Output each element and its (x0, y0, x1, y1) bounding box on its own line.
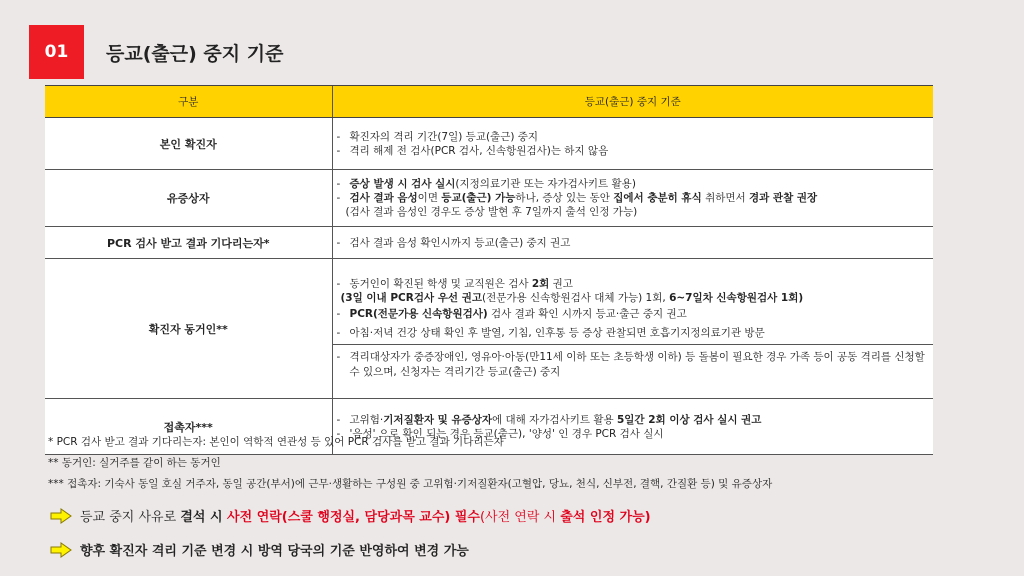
arrow-right-icon (50, 508, 72, 524)
table-header-row (45, 86, 933, 118)
category-cell: 확진자 동거인** (45, 259, 332, 399)
criteria-cell: - 검사 결과 음성 확인시까지 등교(출근) 중지 권고 (332, 227, 933, 259)
footnotes (48, 432, 772, 495)
page-title: 등교(출근) 중지 기준 (106, 43, 284, 65)
notice-line-policy: 향후 확진자 격리 기준 변경 시 방역 당국의 기준 반영하여 변경 가능 (50, 540, 469, 559)
table-row (45, 118, 933, 170)
category-cell: 접촉자*** (45, 399, 332, 455)
table-row (45, 170, 933, 227)
category-cell: 유증상자 (45, 170, 332, 227)
category-cell: PCR 검사 받고 결과 기다리는자* (45, 227, 332, 259)
criteria-cell: - 고위험·기저질환자 및 유증상자에 대해 자가검사키트 활용 5일간 2회 이상 검사 실시 권고 - '음성' 으로 확인 되는 경우 등교(출근), '양성' 인 경우 PCR 검사 실시 (332, 399, 933, 455)
table-row (45, 227, 933, 259)
criteria-table (45, 85, 933, 455)
section-number-badge: 01 (29, 25, 84, 79)
header-category: 구분 (45, 86, 332, 118)
table-row (45, 259, 933, 399)
footnote: * PCR 검사 받고 결과 기다리는자: 본인이 역학적 연관성 등 있어 PCR 검사를 받고 결과 기다리는자 (48, 436, 504, 448)
footnote: *** 접촉자: 기숙사 동일 호실 거주자, 동일 공간(부서)에 근무·생활하는 구성원 중 고위험·기저질환자(고혈압, 당뇨, 천식, 신부전, 결핵, 간질환 등) 및 유증상자 (48, 478, 773, 490)
arrow-right-icon (50, 542, 72, 558)
notice-line-attendance: 등교 중지 사유로 결석 시 사전 연락(스쿨 행정실, 담당과목 교수) 필수(사전 연락 시 출석 인정 가능) (50, 506, 651, 525)
footnote: ** 동거인: 실거주를 같이 하는 동거인 (48, 457, 221, 469)
criteria-cell: - 확진자의 격리 기간(7일) 등교(출근) 중지 - 격리 해제 전 검사(PCR 검사, 신속항원검사)는 하지 않음 (332, 118, 933, 170)
criteria-cell: - 증상 발생 시 검사 실시(지정의료기관 또는 자가검사키트 활용) - 검사 결과 음성이면 등교(출근) 가능하나, 증상 있는 동안 집에서 충분히 휴식 취하면서 경과 관찰 권장 (검사 결과 음성인 경우도 증상 발현 후 7일까지 출석 인정 가능) (332, 170, 933, 227)
header-criteria: 등교(출근) 중지 기준 (332, 86, 933, 118)
category-cell: 본인 확진자 (45, 118, 332, 170)
criteria-cell: - 동거인이 확진된 학생 및 교직원은 검사 2회 권고 (3일 이내 PCR검사 우선 권고(전문가용 신속항원검사 대체 가능) 1회, 6~7일차 신속항원검사 1회) - PCR(전문가용 신속항원검사) 검사 결과 확인 시까지 등교·출근 중지 권고 - 아침·저녁 건강 상태 확인 후 발열, 기침, 인후통 등 증상 관찰되면 호흡기지정의료기관 방문 - 격리대상자가 중증장애인, 영유아·아동(만11세 이하 또는 초등학생 이하) 등 돌봄이 필요한 경우 가족 등이 공동 격리를 신청할 수 있으며, 신청자는 격리기간 등교(출근) 중지 (332, 259, 933, 399)
